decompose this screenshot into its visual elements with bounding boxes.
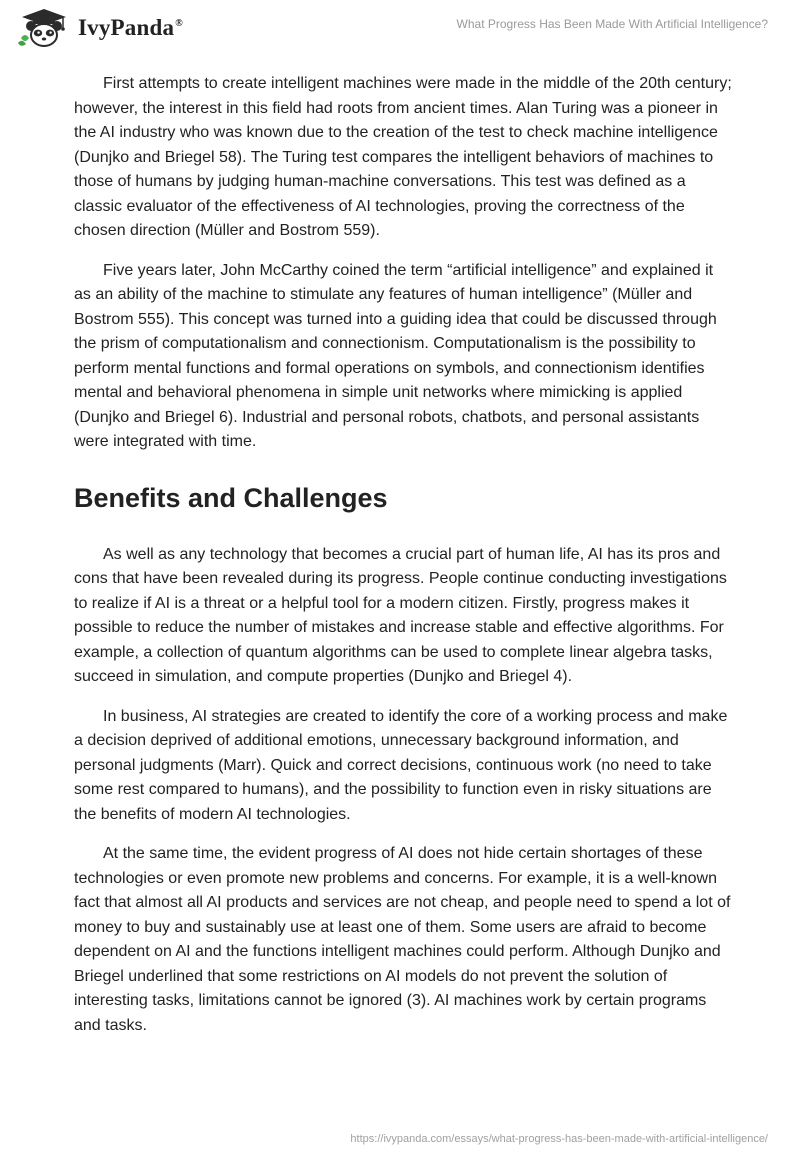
section-heading: Benefits and Challenges [74, 482, 388, 513]
paragraph: At the same time, the evident progress of AI does not hide certain shortages of these technologies or even promote new problems and concerns. For example, it is a well-known fact that almost all AI products and services are not cheap, and people need to spend a lot of money to buy and sustainably use at least one of them. Some users are afraid to become dependent on AI and the functions intelligent machines could perform. Although Dunjko and Briegel underlined that some restrictions on AI models do not prevent the solution of interesting tasks, limitations cannot be ignored (3). AI machines work by certain programs and tasks. [74, 845, 731, 1034]
panda-graduate-icon [16, 8, 72, 48]
paragraph: As well as any technology that becomes a crucial part of human life, AI has its pros and cons that have been revealed during its progress. People continue conducting investigations to realize if AI is a threat or a helpful tool for a modern citizen. Firstly, progress makes it possible to reduce the number of mistakes and increase stable and effective algorithms. For example, a collection of quantum algorithms can be used to complete linear algebra tasks, succeed in simulation, and compute properties (Dunjko and Briegel 4). [74, 545, 727, 685]
paragraph: In business, AI strategies are created to identify the core of a working process and make a decision deprived of additional emotions, unnecessary background information, and personal judgments (Marr). Quick and correct decisions, continuous work (no need to take some rest compared to humans), and the possibility to function even in risky situations are the benefits of modern AI technologies. [74, 707, 728, 823]
brand-name: IvyPanda® [78, 15, 183, 40]
ivypanda-logo[interactable] [16, 8, 183, 48]
registered-mark: ® [175, 18, 183, 30]
essay-body [74, 72, 734, 1053]
source-url-link[interactable]: https://ivypanda.com/essays/what-progress-has-been-made-with-artificial-intelligence/ [350, 1133, 768, 1145]
paragraph: Five years later, John McCarthy coined the term “artificial intelligence” and explained it as an ability of the machine to stimulate any features of human intelligence” (Müller and Bostrom 555). This concept was turned into a guiding idea that could be discussed through the prism of computationalism and connectionism. Computationalism is the possibility to perform mental functions and formal operations on symbols, and connectionism identifies mental and behavioral phenomena in simple unit networks where mimicking is applied (Dunjko and Briegel 6). Industrial and personal robots, chatbots, and personal assistants were integrated with time. [74, 261, 717, 450]
paragraph: First attempts to create intelligent machines were made in the middle of the 20th century; however, the interest in this field had roots from ancient times. Alan Turing was a pioneer in the AI industry who was known due to the creation of the test to check machine intelligence (Dunjko and Briegel 58). The Turing test compares the intelligent behaviors of machines to those of humans by judging human-machine conversations. This test was defined as a classic evaluator of the effectiveness of AI technologies, proving the correctness of the chosen direction (Müller and Bostrom 559). [74, 75, 732, 239]
document-title: What Progress Has Been Made With Artificial Intelligence? [456, 17, 768, 31]
page-header [0, 0, 800, 70]
